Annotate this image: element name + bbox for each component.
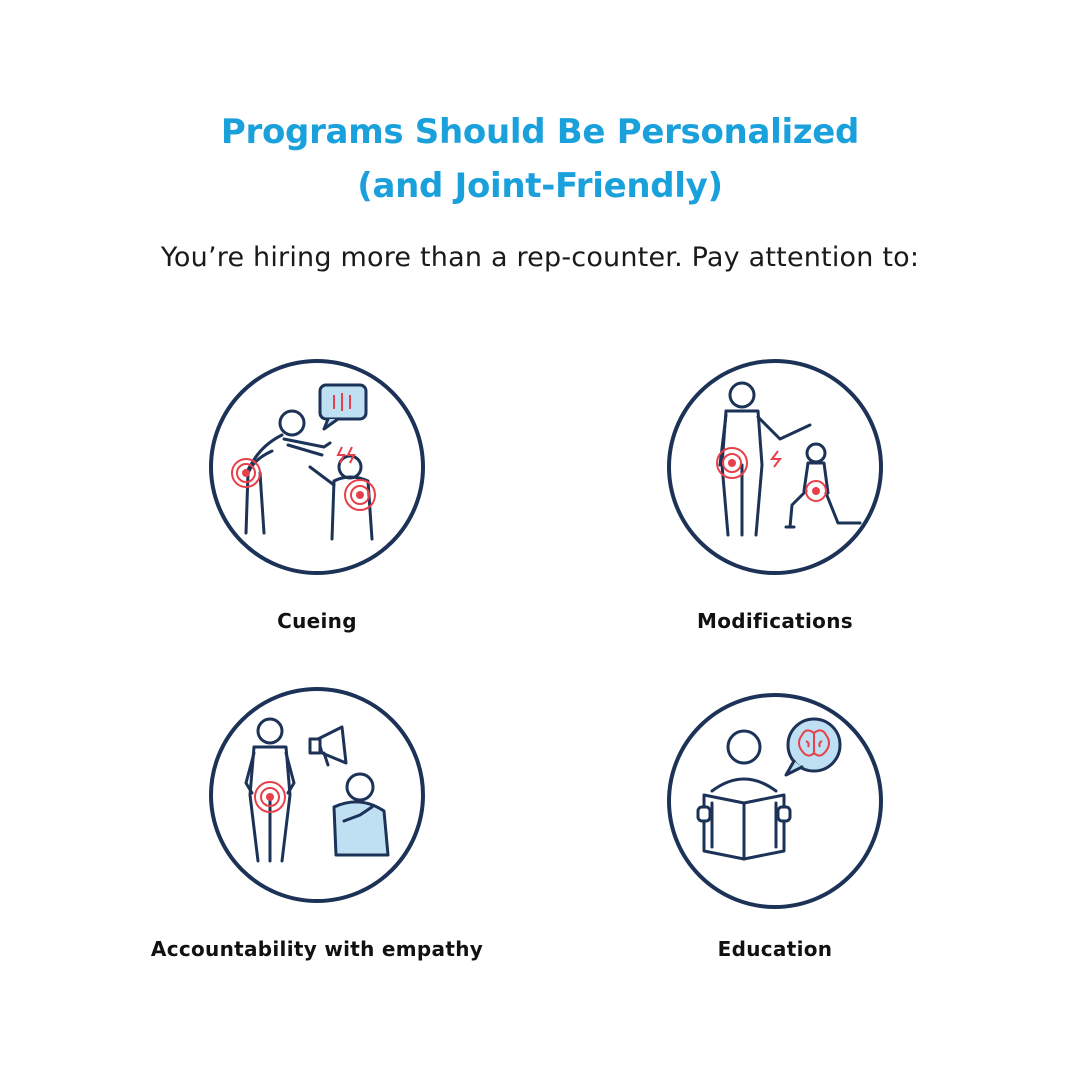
page-title-line-2: (and Joint-Friendly) — [357, 165, 723, 206]
feature-modifications — [605, 355, 945, 635]
feature-label: Accountability with empathy — [150, 937, 484, 961]
feature-label: Education — [717, 937, 833, 961]
feature-label: Cueing — [277, 609, 357, 633]
feature-label: Modifications — [697, 609, 853, 633]
feature-cueing — [147, 355, 487, 635]
page-title-line-1: Programs Should Be Personalized — [220, 111, 860, 152]
page-subtitle: You’re hiring more than a rep-counter. Pay attention to: — [160, 242, 920, 273]
feature-accountability — [147, 683, 487, 963]
reading-brain-icon — [660, 683, 890, 913]
feature-education — [605, 683, 945, 963]
megaphone-empathy-icon — [202, 683, 432, 913]
page-title — [0, 105, 1080, 213]
coach-cueing-icon — [202, 355, 432, 585]
lunge-modification-icon — [660, 355, 890, 585]
